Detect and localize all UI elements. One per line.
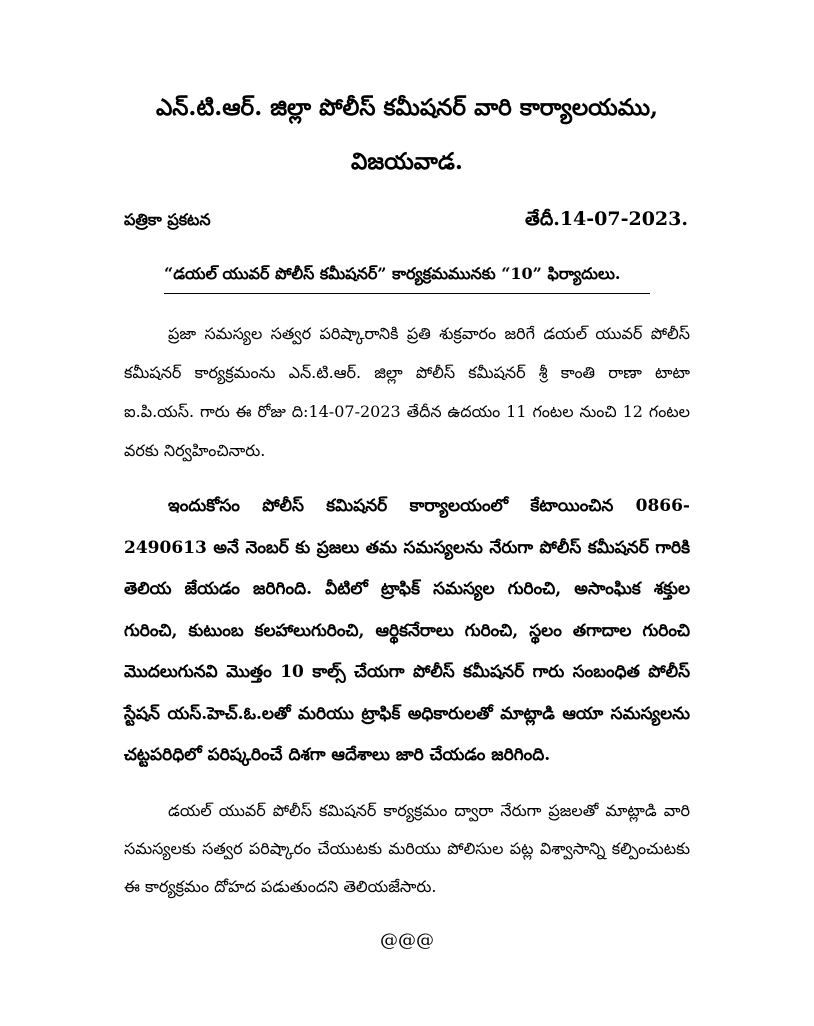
office-title: ఎన్.టి.ఆర్. జిల్లా పోలీస్ కమీషనర్ వారి కార్యాలయము, xyxy=(155,94,659,121)
end-marker: @@@ xyxy=(380,930,434,951)
release-date: తేదీ.14-07-2023. xyxy=(525,208,688,230)
office-city: విజయవాడ. xyxy=(351,148,463,175)
paragraph-conclusion: డయల్ యువర్ పోలీస్ కమిషనర్ కార్యక్రమం ద్వారా నేరుగా ప్రజలతో మాట్లాడి వారి సమస్యలకు సత్వర పరిష్కారం చేయుటకు మరియు పోలిసుల పట్ల విశ్వాసాన్ని కల్పించుటకు ఈ కార్యక్రమం దోహద పడుతుందని తెలియజేసారు. xyxy=(124,801,690,896)
paragraph-details: ఇందుకోసం పోలీస్ కమిషనర్ కార్యాలయంలో కేటాయించిన 0866-2490613 అనే నెంబర్ కు ప్రజలు తమ సమస్యలను నేరుగా పోలీస్ కమీషనర్ గారికి తెలియ జేయడం జరిగింది. వీటిలో ట్రాఫిక్ సమస్యల గురించి, అసాంఘిక శక్తుల గురించి, కుటుంబ కలహాలుగురించి, ఆర్థికనేరాలు గురించి, స్థలం తగాదాల గురించి మొదలుగునవి మొత్తం 10 కాల్స్ చేయగా పోలీస్ కమీషనర్ గారు సంబంధిత పోలీస్ స్టేషన్ యస్.హెచ్.ఓ.లతో మరియు ట్రాఫిక్ అధికారులతో మాట్లాడి ఆయా సమస్యలను చట్టపరిధిలో పరిష్కరించే దిశగా ఆదేశాలు జారి చేయడం జరిగింది. xyxy=(124,496,690,765)
paragraph-intro: ప్రజా సమస్యల సత్వర పరిష్కారానికి ప్రతి శుక్రవారం జరిగే డయల్ యువర్ పోలీస్ కమీషనర్ కార్యక్రమంను ఎన్.టి.ఆర్. జిల్లా పోలీస్ కమీషనర్ శ్రీ కాంతి రాణా టాటా ఐ.పి.యస్. గారు ఈ రోజు ది:14-07-2023 తేదీన ఉదయం 11 గంటల నుంచి 12 గంటల వరకు నిర్వహించినారు. xyxy=(124,324,690,460)
press-release-label: పత్రికా ప్రకటన xyxy=(124,210,211,229)
subject-heading: “డయల్ యువర్ పోలీస్ కమీషనర్” కార్యక్రమమునకు “10” ఫిర్యాదులు. xyxy=(164,264,650,294)
